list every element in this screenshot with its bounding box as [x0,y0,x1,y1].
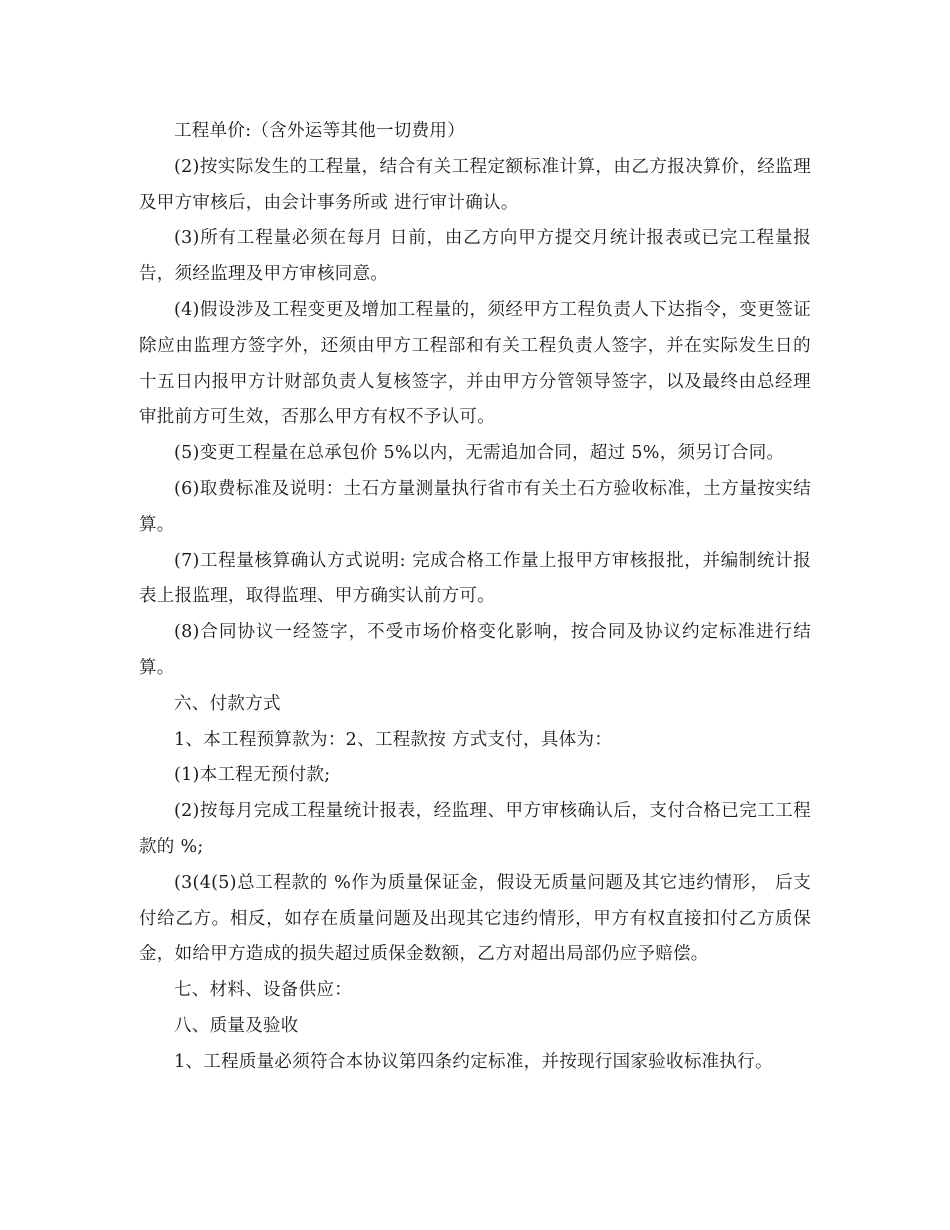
paragraph-item-5-change-limit: (5)变更工程量在总承包价 5%以内，无需追加合同，超过 5%，须另订合同。 [174,443,785,464]
paragraph-item-2-settlement: (2)按实际发生的工程量，结合有关工程定额标准计算，由乙方报决算价，经监理及甲方审核后，由会计事务所或 进行审计确认。 [139,156,811,213]
section-heading-payment: 六、付款方式 [174,693,281,714]
section-heading-quality: 八、质量及验收 [174,1015,299,1036]
paragraph-item-4-change-order: (4)假设涉及工程变更及增加工程量的，须经甲方工程负责人下达指令，变更签证除应由监理方签字外，还须由甲方工程部和有关工程负责人签字，并在实际发生日的十五日内报甲方计财部负责人复核签字，并由甲方分管领导签字，以及最终由总经理审批前方可生效，否那么甲方有权不予认可。 [139,299,811,428]
paragraph-unit-price: 工程单价:（含外运等其他一切费用） [174,121,465,141]
paragraph-item-6-fee-standard: (6)取费标准及说明：土石方量测量执行省市有关土石方验收标准，土方量按实结算。 [139,478,811,535]
document-body [139,114,811,1081]
section-heading-materials: 七、材料、设备供应： [174,980,352,1001]
paragraph-payment-item-1: (1)本工程无预付款; [174,765,331,786]
paragraph-payment-item-2: (2)按每月完成工程量统计报表，经监理、甲方审核确认后，支付合格已完工工程款的 %; [139,801,811,857]
paragraph-payment-item-3-5: (3(4(5)总工程款的 %作为质量保证金，假设无质量问题及其它违约情形， 后支付给乙方。相反，如存在质量问题及出现其它违约情形，甲方有权直接扣付乙方质保金，如给甲方造成的损失超过质保金数额，乙方对超出局部仍应予赔偿。 [139,872,811,965]
paragraph-item-3-monthly-report: (3)所有工程量必须在每月 日前，由乙方向甲方提交月统计报表或已完工程量报告，须经监理及甲方审核同意。 [139,228,811,285]
paragraph-payment-budget: 1、本工程预算款为：2、工程款按 方式支付，具体为： [174,729,613,750]
paragraph-quality-item-1: 1、工程质量必须符合本协议第四条约定标准，并按现行国家验收标准执行。 [174,1051,773,1072]
paragraph-item-8-price-lock: (8)合同协议一经签字，不受市场价格变化影响，按合同及协议约定标准进行结算。 [139,622,811,678]
paragraph-item-7-confirmation: (7)工程量核算确认方式说明: 完成合格工作量上报甲方审核报批，并编制统计报表上报监理，取得监理、甲方确实认前方可。 [139,550,811,607]
